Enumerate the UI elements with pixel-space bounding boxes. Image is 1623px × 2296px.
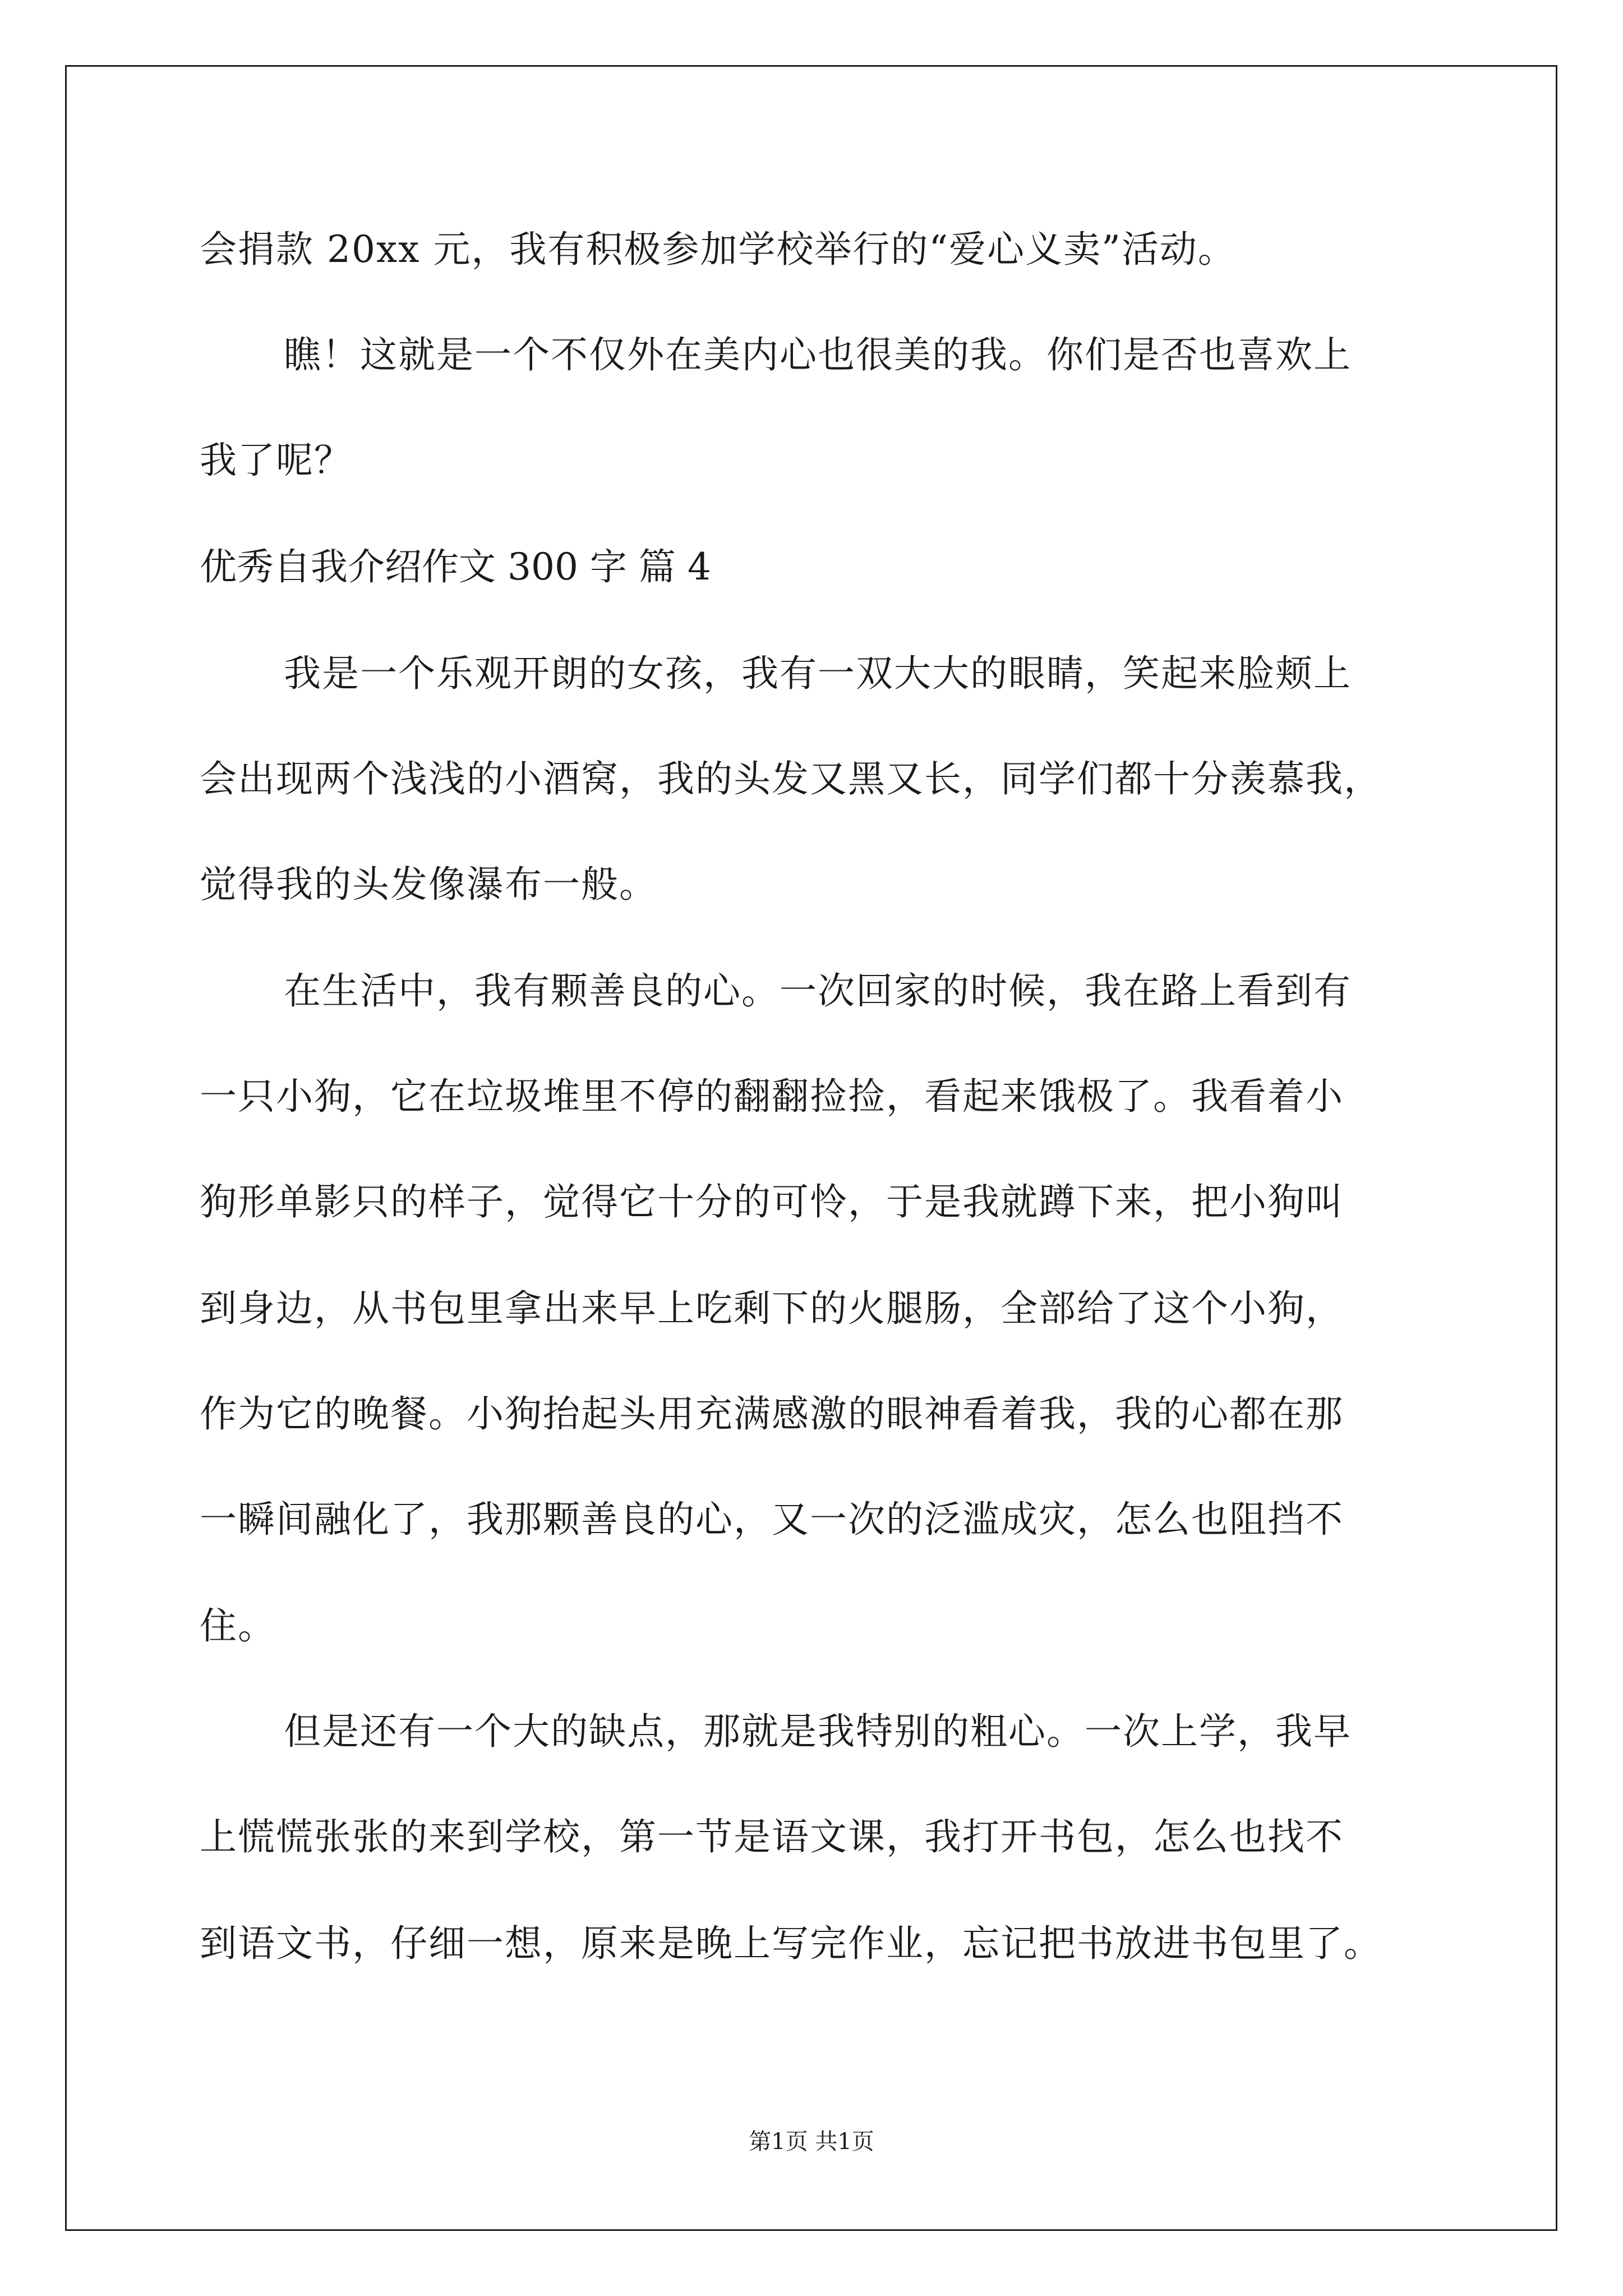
page-border bbox=[65, 65, 1557, 2231]
text-line: 到身边，从书包里拿出来早上吃剩下的火腿肠，全部给了这个小狗， bbox=[200, 1287, 1344, 1330]
text-line: 会捐款 20xx 元，我有积极参加学校举行的“爱心义卖”活动。 bbox=[200, 228, 1236, 271]
text-line: 一瞬间融化了，我那颗善良的心，又一次的泛滥成灾，怎么也阻挡不 bbox=[200, 1498, 1344, 1541]
text-line: 我是一个乐观开朗的女孩，我有一双大大的眼睛，笑起来脸颊上 bbox=[284, 652, 1352, 695]
text-line: 但是还有一个大的缺点，那就是我特别的粗心。一次上学，我早 bbox=[284, 1710, 1352, 1753]
text-line: 在生活中，我有颗善良的心。一次回家的时候，我在路上看到有 bbox=[284, 969, 1352, 1013]
text-line: 觉得我的头发像瀑布一般。 bbox=[200, 863, 657, 906]
text-line: 作为它的晚餐。小狗抬起头用充满感激的眼神看着我，我的心都在那 bbox=[200, 1392, 1344, 1435]
text-line: 瞧！这就是一个不仅外在美内心也很美的我。你们是否也喜欢上 bbox=[284, 333, 1352, 376]
text-line: 狗形单影只的样子，觉得它十分的可怜，于是我就蹲下来，把小狗叫 bbox=[200, 1180, 1344, 1223]
text-line: 我了呢？ bbox=[200, 439, 352, 482]
section-heading: 优秀自我介绍作文 300 字 篇 4 bbox=[200, 545, 711, 588]
text-line: 一只小狗，它在垃圾堆里不停的翻翻捡捡，看起来饿极了。我看着小 bbox=[200, 1075, 1344, 1118]
text-line: 会出现两个浅浅的小酒窝，我的头发又黑又长，同学们都十分羡慕我， bbox=[200, 757, 1382, 800]
text-line: 到语文书，仔细一想，原来是晚上写完作业，忘记把书放进书包里了。 bbox=[200, 1922, 1382, 1965]
text-line: 住。 bbox=[200, 1604, 276, 1648]
page-footer: 第1页 共1页 bbox=[749, 2129, 874, 2155]
text-line: 上慌慌张张的来到学校，第一节是语文课，我打开书包，怎么也找不 bbox=[200, 1815, 1344, 1858]
